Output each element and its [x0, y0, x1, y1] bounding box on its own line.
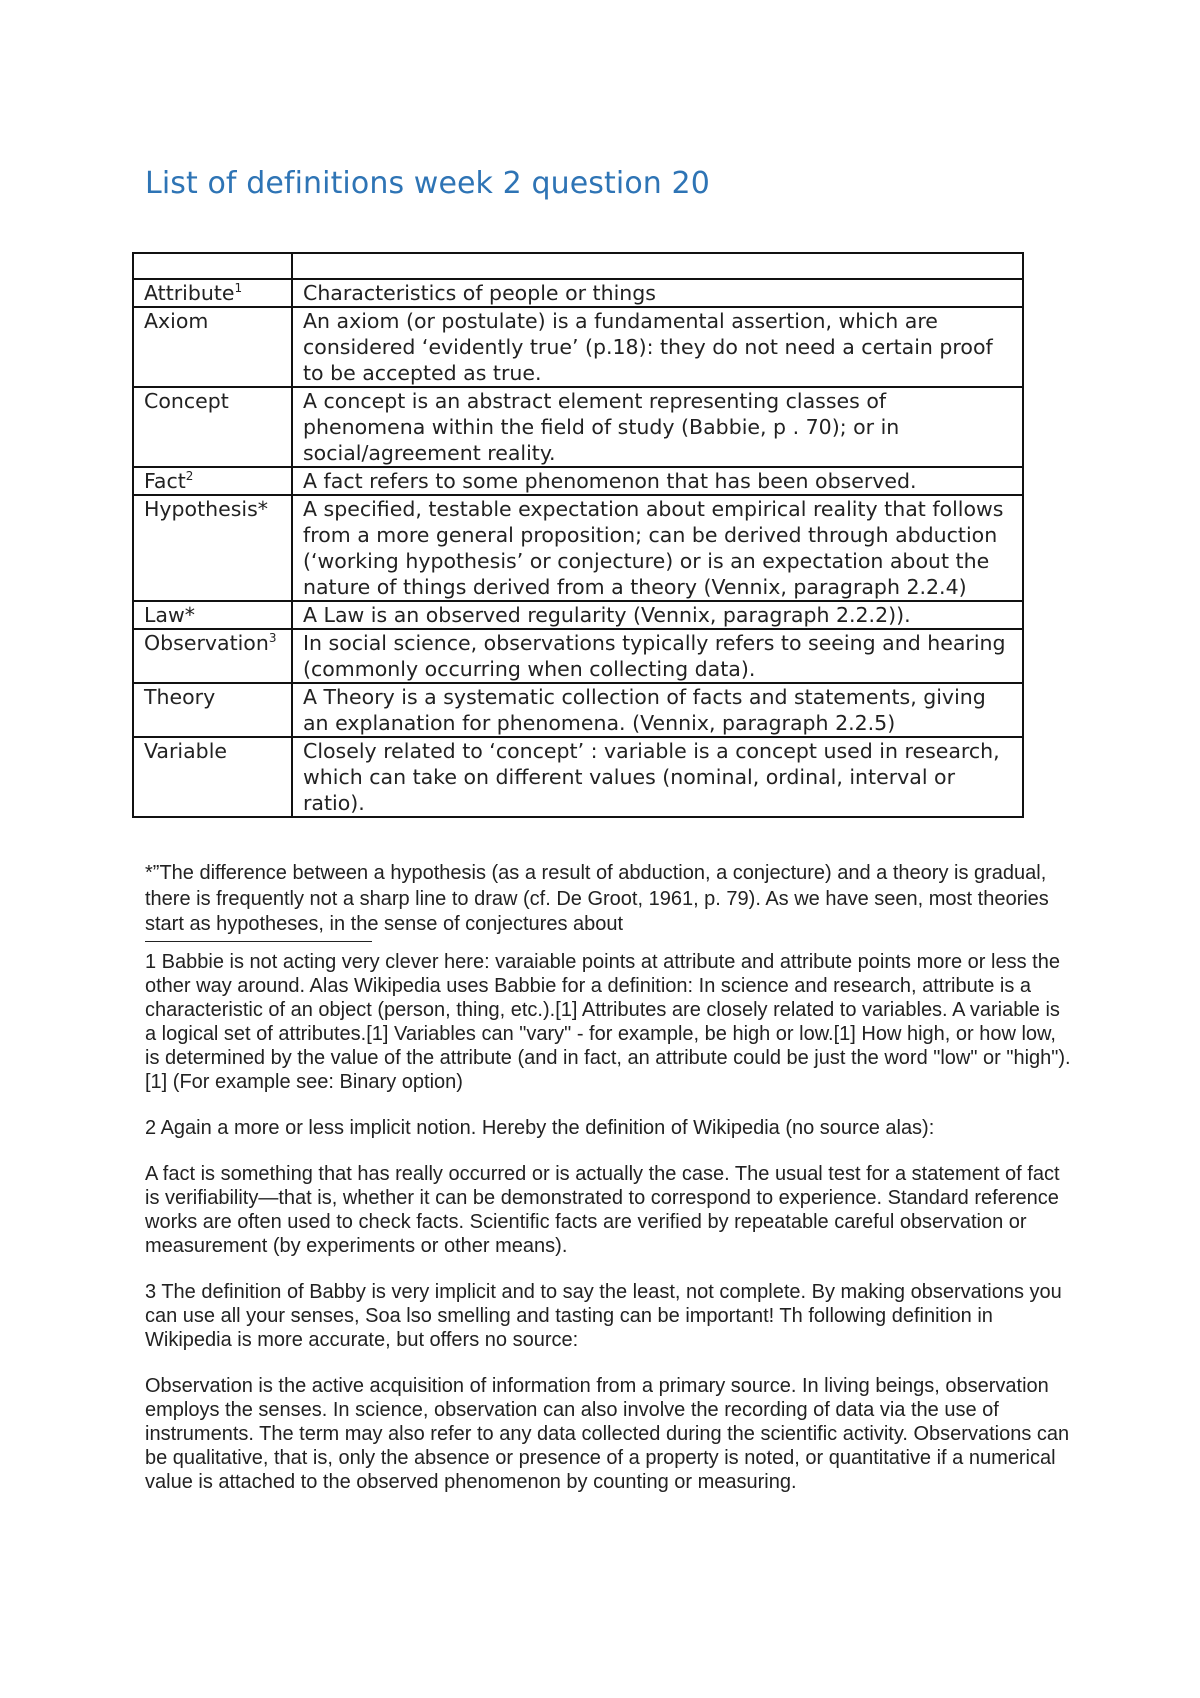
table-row: [133, 307, 1023, 387]
footnote-ref: 1: [234, 281, 243, 296]
table-row: [133, 495, 1023, 601]
hypothesis-note: *”The difference between a hypothesis (as a result of abduction, a conjecture) and a theory is gradual, there is frequently not a sharp line to draw (cf. De Groot, 1961, p. 79). As we have seen, most theories start as hypotheses, in the sense of conjectures about: [145, 862, 1049, 935]
term-text: Law*: [144, 603, 195, 627]
table-header-row: [133, 253, 1023, 279]
term-text: Variable: [144, 739, 228, 763]
term-cell: [133, 683, 292, 737]
table-row: [133, 387, 1023, 467]
footnote-separator: [145, 941, 372, 942]
term-text: Axiom: [144, 309, 209, 333]
definition-cell: An axiom (or postulate) is a fundamental assertion, which are considered ‘evidently true’ (p.18): they do not need a certain proof to be accepted as true.: [292, 307, 1023, 387]
footnote-ref: 3: [268, 631, 277, 646]
term-cell: [133, 279, 292, 307]
table-cell-empty: [133, 253, 292, 279]
footnote-ref: 2: [185, 469, 194, 484]
term-cell: [133, 467, 292, 495]
term-cell: [133, 737, 292, 817]
term-cell: [133, 629, 292, 683]
footnotes: [145, 950, 1075, 1516]
definition-cell: Characteristics of people or things: [292, 279, 1023, 307]
definition-cell: A specified, testable expectation about empirical reality that follows from a more general proposition; can be derived through abduction (‘working hypothesis’ or conjecture) or is an expectation about the nature of things derived from a theory (Vennix, paragraph 2.2.4): [292, 495, 1023, 601]
footnote-3-quote: Observation is the active acquisition of information from a primary source. In living beings, observation employs the senses. In science, observation can also involve the recording of data via the use of instruments. The term may also refer to any data collected during the scientific activity. Observations can be qualitative, that is, only the absence or presence of a property is noted, or quantitative if a numerical value is attached to the observed phenomenon by counting or measuring.: [145, 1375, 1070, 1493]
definition-cell: A Law is an observed regularity (Vennix, paragraph 2.2.2)).: [292, 601, 1023, 629]
definition-cell: A concept is an abstract element representing classes of phenomena within the field of study (Babbie, p . 70); or in social/agreement reality.: [292, 387, 1023, 467]
term-text: Fact: [144, 469, 186, 493]
table-row: [133, 737, 1023, 817]
footnote-1: 1 Babbie is not acting very clever here: varaiable points at attribute and attribute points more or less the other way around. Alas Wikipedia uses Babbie for a definition: In science and research, attribute is a characteristic of an object (person, thing, etc.).[1] Attributes are closely related to variables. A variable is a logical set of attributes.[1] Variables can "vary" - for example, be high or low.[1] How high, or how low, is determined by the value of the attribute (and in fact, an attribute could be just the word "low" or "high").[1] (For example see: Binary option): [145, 951, 1071, 1093]
table-row: [133, 683, 1023, 737]
term-text: Attribute: [144, 281, 235, 305]
footnote-2: 2 Again a more or less implicit notion. Hereby the definition of Wikipedia (no source alas):: [145, 1117, 935, 1139]
definition-cell: A fact refers to some phenomenon that has been observed.: [292, 467, 1023, 495]
definition-cell: Closely related to ‘concept’ : variable is a concept used in research, which can take on different values (nominal, ordinal, interval or ratio).: [292, 737, 1023, 817]
footnote-2-quote: A fact is something that has really occurred or is actually the case. The usual test for a statement of fact is verifiability—that is, whether it can be demonstrated to correspond to experience. Standard reference works are often used to check facts. Scientific facts are verified by repeatable careful observation or measurement (by experiments or other means).: [145, 1163, 1060, 1257]
definition-cell: A Theory is a systematic collection of facts and statements, giving an explanation for phenomena. (Vennix, paragraph 2.2.5): [292, 683, 1023, 737]
term-cell: [133, 307, 292, 387]
table-row: [133, 601, 1023, 629]
term-text: Theory: [144, 685, 216, 709]
table-cell-empty: [292, 253, 1023, 279]
footnote-3: 3 The definition of Babby is very implicit and to say the least, not complete. By making observations you can use all your senses, Soa lso smelling and tasting can be important! Th following definition in Wikipedia is more accurate, but offers no source:: [145, 1281, 1062, 1351]
term-text: Observation: [144, 631, 269, 655]
term-cell: [133, 601, 292, 629]
term-text: Concept: [144, 389, 229, 413]
table-row: [133, 629, 1023, 683]
table-row: [133, 467, 1023, 495]
page-title: List of definitions week 2 question 20: [145, 166, 710, 201]
definition-cell: In social science, observations typically refers to seeing and hearing (commonly occurring when collecting data).: [292, 629, 1023, 683]
term-cell: [133, 495, 292, 601]
term-text: Hypothesis*: [144, 497, 269, 521]
definitions-table: [132, 252, 1024, 818]
table-row: [133, 279, 1023, 307]
term-cell: [133, 387, 292, 467]
